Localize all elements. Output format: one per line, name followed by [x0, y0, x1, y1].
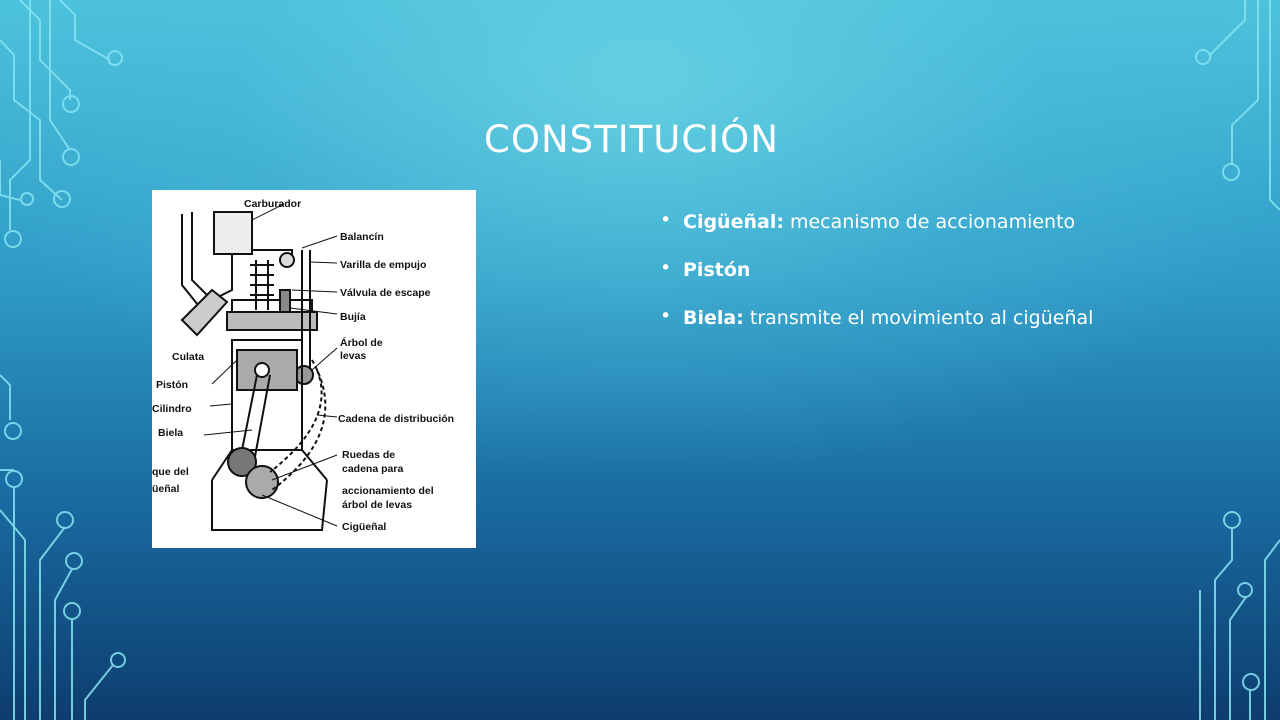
engine-drawing: [152, 190, 476, 548]
bullet-text: transmite el movimiento al cigüeñal: [749, 307, 1094, 329]
bullet-dot: •: [660, 257, 672, 279]
bullet-list: [660, 202, 1120, 346]
bullet-dot: •: [660, 209, 672, 231]
label-carburador: Carburador: [244, 198, 302, 210]
bullet-dot: •: [660, 305, 672, 327]
label-arbol-1: Árbol de: [340, 337, 383, 349]
label-ruedas-3: accionamiento del: [342, 485, 434, 497]
label-ruedas-2: cadena para: [342, 463, 404, 475]
label-cilindro: Cilindro: [152, 403, 192, 415]
label-bloque-2: üeñal: [152, 483, 180, 495]
bullet-term: Cigüeñal:: [683, 211, 784, 233]
label-balancin: Balancín: [340, 231, 384, 243]
label-cadena: Cadena de distribución: [338, 413, 455, 425]
label-bujia: Bujía: [340, 311, 366, 323]
label-bloque-1: que del: [152, 466, 189, 478]
bullet-term: Pistón: [683, 259, 751, 281]
bullet-term: Biela:: [683, 307, 744, 329]
label-biela: Biela: [158, 427, 184, 439]
label-piston: Pistón: [156, 379, 189, 391]
label-culata: Culata: [172, 351, 205, 363]
label-arbol-2: levas: [340, 350, 367, 362]
bullet-text: mecanismo de accionamiento: [789, 211, 1076, 233]
bullet-item: [660, 298, 1120, 338]
label-varilla: Varilla de empujo: [340, 259, 427, 271]
label-ciguenal: Cigüeñal: [342, 521, 387, 533]
slide-title: CONSTITUCIÓN: [484, 118, 779, 161]
bullet-item: [660, 250, 1120, 290]
label-valvula: Válvula de escape: [340, 287, 431, 299]
label-ruedas-1: Ruedas de: [342, 449, 396, 461]
engine-diagram: [152, 190, 476, 548]
label-ruedas-4: árbol de levas: [342, 499, 413, 511]
bullet-item: [660, 202, 1120, 242]
